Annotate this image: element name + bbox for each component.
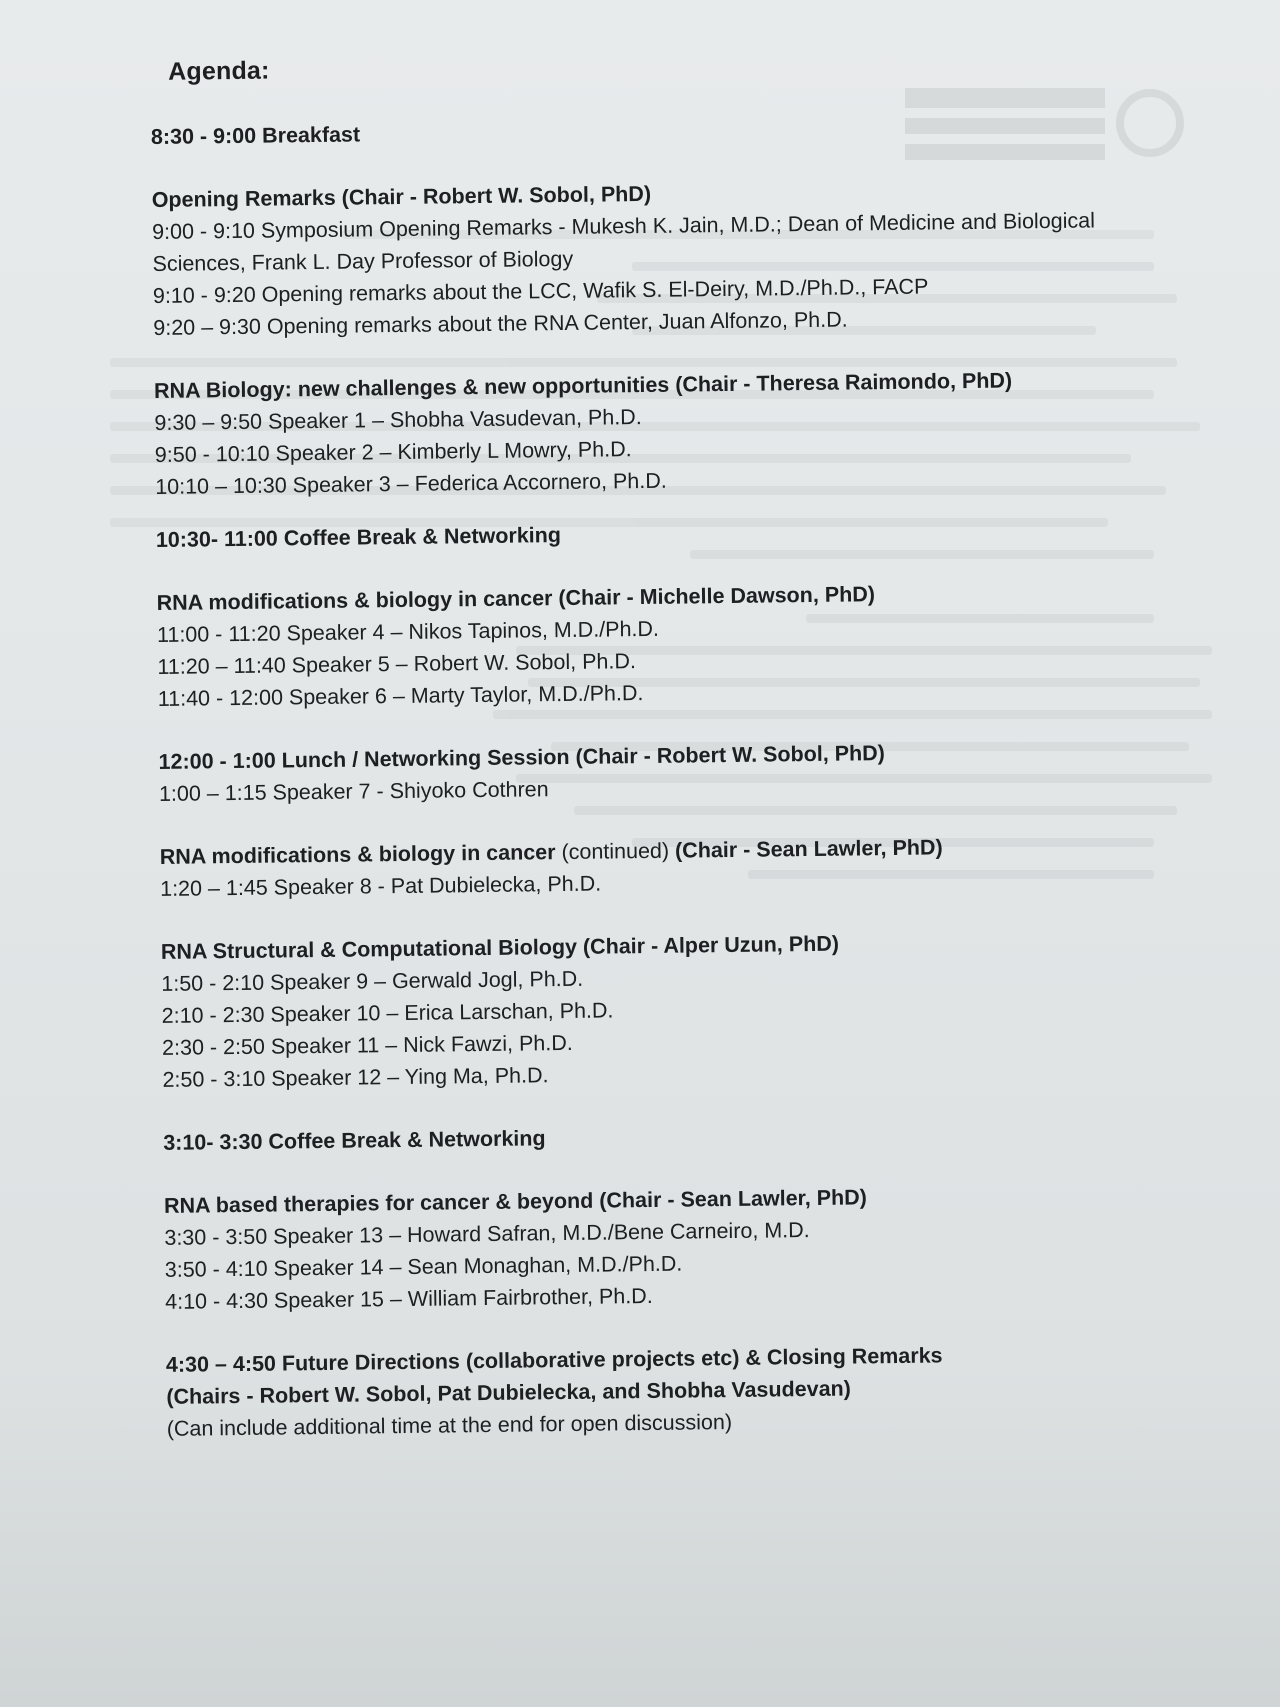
session-heading-part: RNA modifications & biology in cancer (159, 840, 556, 869)
session-heading: RNA Structural & Computational Biology (Chair - Alper Uzun, PhD) (160, 931, 840, 964)
agenda-line: 1:00 – 1:15 Speaker 7 - Shiyoko Cothren (158, 777, 549, 806)
agenda-line: 1:20 – 1:45 Speaker 8 - Pat Dubielecka, Ph.D. (160, 871, 602, 901)
agenda-line: 2:30 - 2:50 Speaker 11 – Nick Fawzi, Ph.D. (161, 1030, 573, 1060)
rna-biology-block (154, 362, 1215, 503)
session-heading: RNA based therapies for cancer & beyond (Chair - Sean Lawler, PhD) (163, 1185, 868, 1218)
agenda-line: 10:10 – 10:30 Speaker 3 – Federica Accornero, Ph.D. (155, 468, 667, 499)
session-heading: RNA Biology: new challenges & new opportunities (Chair - Theresa Raimondo, PhD) (153, 368, 1013, 403)
agenda-line: 9:00 - 9:10 Symposium Opening Remarks - Mukesh K. Jain, M.D.; Dean of Medicine and Biological Sciences, Frank L. Day Professor of Biology (151, 208, 1096, 276)
agenda-line: 1:50 - 2:10 Speaker 9 – Gerwald Jogl, Ph.D. (161, 966, 584, 996)
session-heading-part: (Chair - Sean Lawler, PhD) (674, 835, 943, 863)
opening-remarks-block (152, 171, 1214, 344)
session-heading: RNA modifications & biology in cancer (Chair - Michelle Dawson, PhD) (156, 582, 876, 615)
breakfast-block (151, 108, 1211, 153)
agenda-line: 2:50 - 3:10 Speaker 12 – Ying Ma, Ph.D. (162, 1063, 549, 1092)
agenda-line: 11:00 - 11:20 Speaker 4 – Nikos Tapinos, M.D./Ph.D. (156, 616, 660, 647)
lunch-block (158, 733, 1219, 810)
breakfast-heading: 8:30 - 9:00 Breakfast (150, 122, 361, 149)
agenda-line: 3:50 - 4:10 Speaker 14 – Sean Monaghan, M.D./Ph.D. (164, 1251, 683, 1282)
agenda-line: 11:20 – 11:40 Speaker 5 – Robert W. Sobol, Ph.D. (157, 649, 637, 679)
rna-modifications-continued-block (160, 828, 1221, 905)
agenda-line: 4:10 - 4:30 Speaker 15 – William Fairbrother, Ph.D. (165, 1283, 653, 1314)
rna-therapies-block (164, 1177, 1225, 1318)
session-heading: 4:30 – 4:50 Future Directions (collaborative projects etc) & Closing Remarks (165, 1343, 943, 1377)
agenda-line: 2:10 - 2:30 Speaker 10 – Erica Larschan, Ph.D. (161, 998, 614, 1028)
agenda-line: 11:40 - 12:00 Speaker 6 – Marty Taylor, M.D./Ph.D. (157, 681, 644, 711)
rna-modifications-block (156, 574, 1217, 715)
agenda-line: 9:30 – 9:50 Speaker 1 – Shobha Vasudevan, Ph.D. (154, 405, 642, 435)
session-heading: 12:00 - 1:00 Lunch / Networking Session (Chair - Robert W. Sobol, PhD) (158, 741, 886, 774)
session-heading: (Chairs - Robert W. Sobol, Pat Dubielecka, and Shobha Vasudevan) (166, 1376, 852, 1409)
session-heading: Opening Remarks (Chair - Robert W. Sobol, PhD) (151, 181, 652, 212)
coffee-break-block (163, 1114, 1223, 1159)
agenda (150, 45, 1227, 1476)
session-heading-part: (continued) (555, 838, 676, 865)
coffee-break-heading: 10:30- 11:00 Coffee Break & Networking (155, 523, 562, 552)
agenda-line: 9:10 - 9:20 Opening remarks about the LCC, Wafik S. El-Deiry, M.D./Ph.D., FACP (152, 274, 929, 308)
closing-block (166, 1336, 1227, 1445)
rna-structural-block (161, 923, 1223, 1096)
agenda-line: 9:50 - 10:10 Speaker 2 – Kimberly L Mowry, Ph.D. (154, 437, 632, 467)
coffee-break-block (156, 511, 1216, 556)
agenda-line: 3:30 - 3:50 Speaker 13 – Howard Safran, M.D./Bene Carneiro, M.D. (164, 1218, 810, 1250)
agenda-title: Agenda: (167, 56, 270, 86)
agenda-line: (Can include additional time at the end for open discussion) (166, 1409, 733, 1441)
coffee-break-heading: 3:10- 3:30 Coffee Break & Networking (163, 1126, 546, 1155)
agenda-line: 9:20 – 9:30 Opening remarks about the RNA Center, Juan Alfonzo, Ph.D. (153, 307, 848, 340)
